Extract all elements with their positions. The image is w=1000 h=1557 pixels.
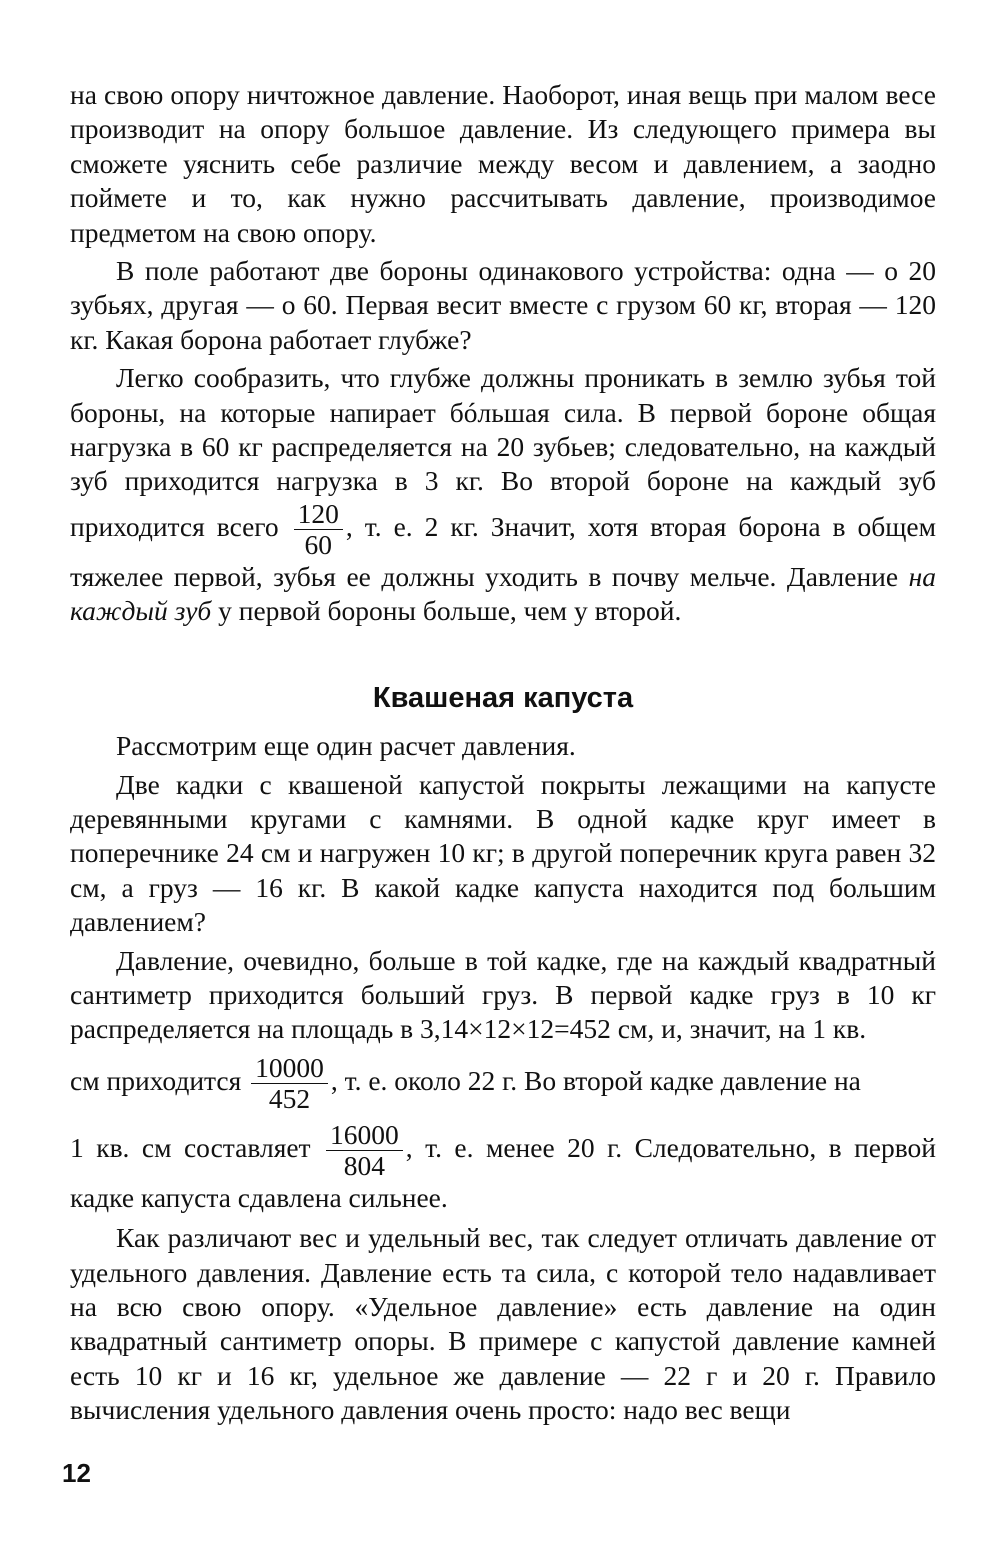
cabbage-intro: Рассмотрим еще один расчет давления. bbox=[116, 730, 576, 762]
harrow-answer-part3: у первой бороны больше, чем у второй. bbox=[211, 595, 682, 627]
line2-prefix: см приходится bbox=[70, 1064, 242, 1096]
harrow-answer-part1: Легко сообразить, что глубже должны проникать в землю зубья той бороны, на которые напирает бóльшая сила. В первой бороне общая нагрузка в 60 кг распределяется на 20 зубьев; следовательно, на каждый зуб приходится нагрузка в 3 кг. Во второй бороне на каждый зуб приходится всего bbox=[70, 362, 936, 542]
fraction-numerator: 16000 bbox=[326, 1120, 403, 1151]
fraction-numerator: 120 bbox=[294, 499, 343, 530]
page-number: 12 bbox=[62, 1458, 91, 1488]
emphasis-text: на каждый зуб bbox=[70, 560, 936, 627]
line3-prefix: 1 кв. см составляет bbox=[70, 1131, 311, 1163]
section-title: Квашеная капуста bbox=[372, 681, 634, 714]
closing-paragraph: Как различают вес и удельный вес, так следует отличать давление от удельного давления. Давление есть та сила, с которой тело надавливает на всю свою опору. «Удельное давление» есть давление на один квадратный сантиметр опоры. В примере с капустой давление камней есть 10 кг и 16 кг, удельное же давление — 22 г и 20 г. Правило вычисления удельного давления очень просто: надо вес вещи bbox=[70, 1222, 936, 1426]
fraction-denominator: 452 bbox=[268, 1082, 311, 1114]
harrow-answer bbox=[70, 361, 936, 628]
cabbage-answer: Давление, очевидно, больше в той кадке, где на каждый квадратный сантиметр приходится больший груз. В первой кадке груз в 10 кг распределяется на площадь в 3,14×12×12=452 см, и, значит, на 1 кв. bbox=[70, 944, 936, 1045]
cabbage-answer-line2 bbox=[70, 1053, 936, 1114]
cabbage-question: Две кадки с квашеной капустой покрыты лежащими на капусте деревянными кругами с камнями. В одной кадке круг имеет в поперечнике 24 см и нагружен 10 кг; в другой поперечник круга равен 32 см, а груз — 16 кг. В какой кадке капуста находится под большим давлением? bbox=[70, 768, 936, 938]
line3-suffix: , т. е. менее 20 г. Следовательно, в первой кадке капуста сдавлена сильнее. bbox=[70, 1131, 937, 1213]
fraction-denominator: 60 bbox=[304, 528, 333, 560]
harrow-answer-part2: , т. е. 2 кг. Значит, хотя вторая борона в общем тяжелее первой, зубья ее должны уходить в почву мельче. Давление bbox=[70, 510, 937, 592]
line2-suffix: , т. е. около 22 г. Во второй кадке давление на bbox=[330, 1064, 861, 1096]
fraction-denominator: 804 bbox=[343, 1149, 386, 1181]
fraction-numerator: 10000 bbox=[251, 1053, 328, 1084]
fraction-10000-452 bbox=[251, 1053, 328, 1114]
cabbage-answer-line3 bbox=[70, 1120, 936, 1215]
harrow-question: В поле работают две бороны одинакового устройства: одна — о 20 зубьях, другая — о 60. Первая весит вместе с грузом 60 кг, вторая — 120 кг. Какая борона работает глубже? bbox=[70, 255, 936, 355]
fraction-120-60 bbox=[294, 499, 343, 560]
fraction-16000-804 bbox=[326, 1120, 403, 1181]
page-body bbox=[70, 78, 936, 1428]
intro-paragraph: на свою опору ничтожное давление. Наоборот, иная вещь при малом весе производит на опору большое давление. Из следующего примера вы сможете уяснить себе различие между весом и давлением, а заодно поймете и то, как нужно рассчитывать давление, производимое предметом на свою опору. bbox=[70, 79, 936, 248]
